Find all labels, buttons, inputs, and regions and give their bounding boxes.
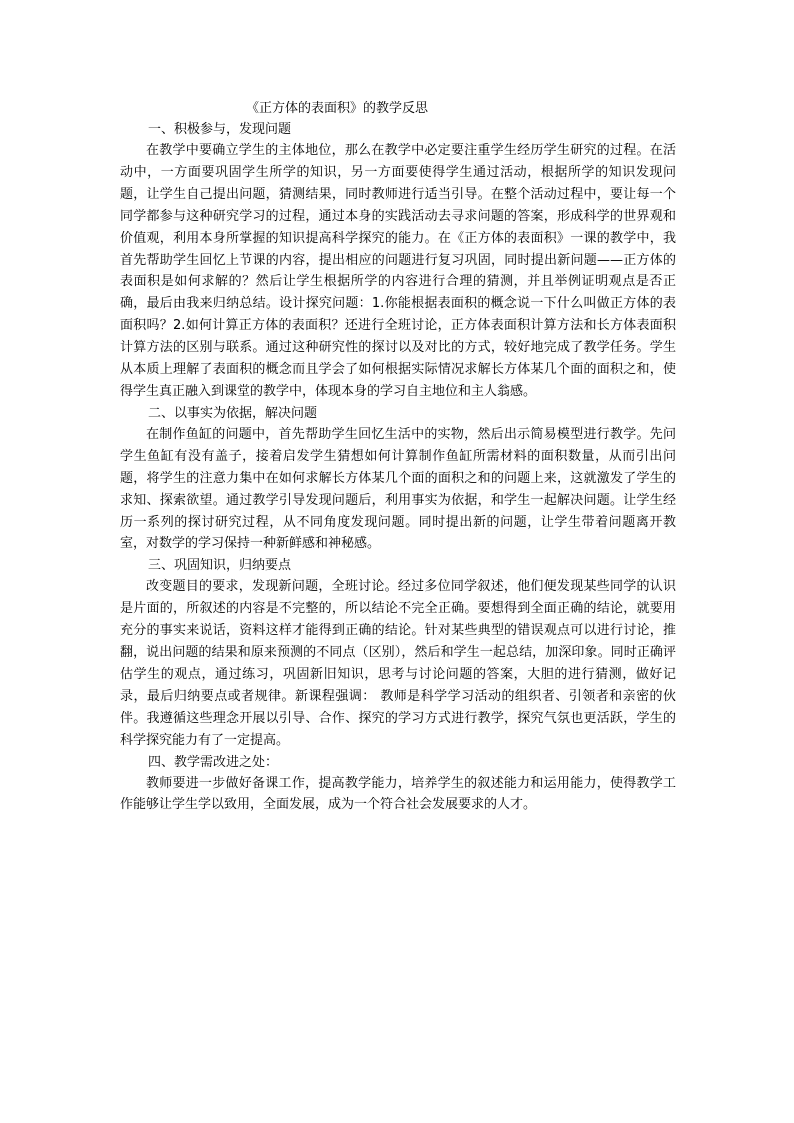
- section-heading: 四、教学需改进之处：: [148, 754, 279, 770]
- section-1: [120, 119, 676, 403]
- section-paragraph: 改变题目的要求，发现新问题，全班讨论。经过多位同学叙述，他们便发现某些同学的认识是片面的，所叙述的内容是不完整的，所以结论不完全正确。要想得到全面正确的结论，就要用充分的事实来说话，资料这样才能得到正确的结论。针对某些典型的错误观点可以进行讨论，推翻，说出问题的结果和原来预测的不同点（区别），然后和学生一起总结，加深印象。同时正确评估学生的观点，通过练习，巩固新旧知识，思考与讨论问题的答案，大胆的进行猜测，做好记录，最后归纳要点或者规律。新课程强调： 教师是科学学习活动的组织者、引领者和亲密的伙伴。我遵循这些理念开展以引导、合作、探究的学习方式进行教学，探究气氛也更活跃，学生的科学探究能力有了一定提高。: [120, 579, 676, 748]
- document-title: 《正方体的表面积》的教学反思: [246, 101, 429, 116]
- section-heading: 一、积极参与，发现问题: [148, 122, 292, 137]
- section-paragraph: 在教学中要确立学生的主体地位，那么在教学中必定要注重学生经历学生研究的过程。在活动中，一方面要巩固学生所学的知识，另一方面要使得学生通过活动，根据所学的知识发现问题，让学生自己提出问题，猜测结果，同时教师进行适当引导。在整个活动过程中，要让每一个同学都参与这种研究学习的过程，通过本身的实践活动去寻求问题的答案，形成科学的世界观和价值观，利用本身所掌握的知识提高科学探究的能力。在《正方体的表面积》一课的教学中，我首先帮助学生回忆上节课的内容，提出相应的问题进行复习巩固，同时提出新问题——正方体的表面积是如何求解的？然后让学生根据所学的内容进行合理的猜测，并且举例证明观点是否正确，最后由我来归纳总结。设计探究问题：1.你能根据表面积的概念说一下什么叫做正方体的表面积吗？2.如何计算正方体的表面积？还进行全班讨论，正方体表面积计算方法和长方体表面积计算方法的区别与联系。通过这种研究性的探讨以及对比的方式，较好地完成了教学任务。学生从本质上理解了表面积的概念而且学会了如何根据实际情况求解长方体某几个面的面积之和，使得学生真正融入到课堂的教学中，体现本身的学习自主地位和主人翁感。: [120, 143, 676, 399]
- section-paragraph: 在制作鱼缸的问题中，首先帮助学生回忆生活中的实物，然后出示简易模型进行教学。先问学生鱼缸有没有盖子，接着启发学生猜想如何计算制作鱼缸所需材料的面积数量，从而引出问题，将学生的注意力集中在如何求解长方体某几个面的面积之和的问题上来，这就激发了学生的求知、探索欲望。通过教学引导发现问题后，利用事实为依据，和学生一起解决问题。让学生经历一系列的探讨研究过程，从不同角度发现问题。同时提出新的问题，让学生带着问题离开教室，对数学的学习保持一种新鲜感和神秘感。: [120, 426, 676, 552]
- document-page: [120, 98, 676, 816]
- section-heading: 二、以事实为依据，解决问题: [148, 405, 318, 421]
- section-2: [120, 403, 676, 555]
- section-paragraph: 教师要进一步做好备课工作，提高教学能力，培养学生的叙述能力和运用能力，使得教学工作能够让学生学以致用，全面发展，成为一个符合社会发展要求的人才。: [120, 775, 676, 813]
- section-4: [120, 752, 676, 817]
- section-3: [120, 555, 676, 751]
- section-heading: 三、巩固知识，归纳要点: [148, 558, 292, 574]
